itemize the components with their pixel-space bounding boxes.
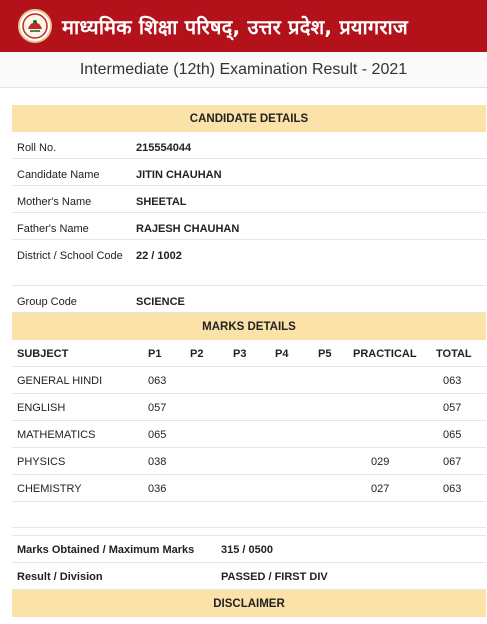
marks-summary-row [12,536,486,563]
disclaimer-heading: DISCLAIMER [12,590,486,617]
detail-label: Candidate Name [17,169,100,181]
detail-value: 22 / 1002 [136,250,182,262]
total-marks: 063 [443,483,462,495]
board-title: माध्यमिक शिक्षा परिषद्, उत्तर प्रदेश, प्रयागराज [62,14,408,39]
detail-value: 215554044 [136,142,192,154]
column-header-p2: P2 [190,348,204,360]
marks-obtained-label: Marks Obtained / Maximum Marks [17,544,195,556]
subject-name: ENGLISH [17,402,66,414]
column-header-p5: P5 [318,348,332,360]
marks-obtained-value: 315 / 0500 [221,544,273,556]
up-emblem-icon [18,9,52,43]
exam-title: Intermediate (12th) Examination Result - 2021 [0,52,487,88]
detail-value: SCIENCE [136,296,185,308]
detail-value: JITIN CHAUHAN [136,169,222,181]
candidate-details-heading: CANDIDATE DETAILS [12,105,486,132]
marks-details-heading: MARKS DETAILS [12,313,486,340]
p1-marks: 057 [148,402,167,414]
column-header-practical: PRACTICAL [353,348,417,360]
column-header-p1: P1 [148,348,162,360]
detail-label: Father's Name [17,223,89,235]
marks-table-header [12,340,486,367]
detail-row-fathers-name [12,213,486,240]
detail-label: Mother's Name [17,196,92,208]
detail-label: Roll No. [17,142,57,154]
result-division-label: Result / Division [17,571,103,583]
site-header [0,0,487,52]
practical-marks: 029 [371,456,390,468]
total-marks: 067 [443,456,462,468]
p1-marks: 036 [148,483,167,495]
result-division-value: PASSED / FIRST DIV [221,571,328,583]
p1-marks: 038 [148,456,167,468]
table-row [12,475,486,502]
detail-row-mothers-name [12,186,486,213]
total-marks: 063 [443,375,462,387]
practical-marks: 027 [371,483,390,495]
detail-value: SHEETAL [136,196,187,208]
spacer-row [12,509,486,536]
table-row [12,367,486,394]
detail-row-district-school-code [12,240,486,286]
detail-value: RAJESH CHAUHAN [136,223,240,235]
column-header-p4: P4 [275,348,289,360]
detail-row-roll-no [12,132,486,159]
subject-name: GENERAL HINDI [17,375,103,387]
column-header-total: TOTAL [436,348,472,360]
p1-marks: 065 [148,429,167,441]
result-division-row [12,563,486,590]
total-marks: 057 [443,402,462,414]
subject-name: MATHEMATICS [17,429,96,441]
detail-row-candidate-name [12,159,486,186]
detail-label: District / School Code [17,250,123,262]
column-header-p3: P3 [233,348,247,360]
detail-row-group-code [12,286,486,313]
column-header-subject: SUBJECT [17,348,69,360]
subject-name: PHYSICS [17,456,66,468]
total-marks: 065 [443,429,462,441]
table-row [12,448,486,475]
detail-label: Group Code [17,296,77,308]
subject-name: CHEMISTRY [17,483,82,495]
table-row [12,421,486,448]
p1-marks: 063 [148,375,167,387]
table-row [12,394,486,421]
